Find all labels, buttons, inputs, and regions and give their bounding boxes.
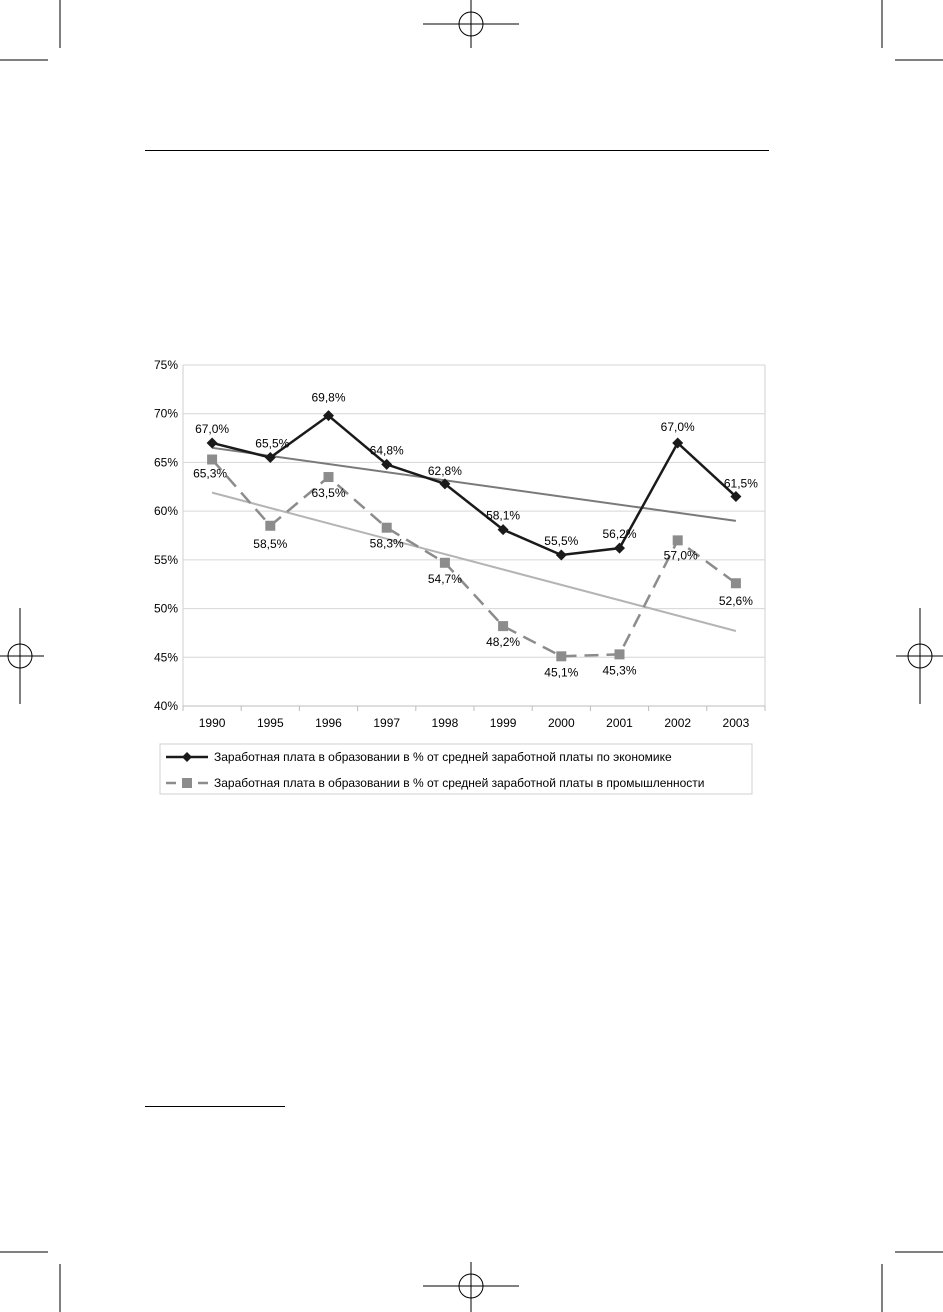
x-tick-label: 2001 [606, 716, 633, 730]
y-tick-label: 70% [153, 406, 178, 421]
trendlines [212, 448, 736, 631]
data-label: 48,2% [486, 635, 521, 650]
y-tick-label: 45% [153, 650, 178, 665]
data-label: 67,0% [195, 421, 230, 436]
x-tick-label: 1990 [198, 716, 226, 730]
x-tick-label: 1996 [315, 716, 342, 730]
x-tick-label: 2003 [722, 716, 750, 730]
x-tick-label: 1997 [373, 716, 401, 730]
data-label: 67,0% [660, 419, 695, 434]
data-label: 56,2% [602, 527, 637, 542]
y-tick-label: 40% [153, 699, 178, 713]
data-label: 58,3% [369, 536, 404, 551]
point-marker [207, 437, 218, 448]
point-marker [556, 549, 567, 560]
data-label: 69,8% [311, 390, 346, 405]
data-label: 61,5% [723, 476, 758, 491]
legend [160, 744, 752, 794]
point-marker [265, 521, 275, 531]
data-label: 62,8% [427, 463, 462, 478]
data-label: 52,6% [718, 594, 753, 609]
data-label: 65,5% [255, 436, 290, 451]
point-marker [614, 543, 625, 554]
point-marker [731, 578, 741, 588]
y-tick-label: 60% [153, 504, 178, 519]
data-label: 54,7% [427, 571, 462, 586]
data-label: 65,3% [193, 466, 228, 481]
data-label: 63,5% [311, 486, 346, 501]
point-marker [498, 621, 508, 631]
y-tick-label: 50% [153, 601, 178, 616]
point-marker [440, 558, 450, 568]
data-label: 55,5% [544, 533, 579, 548]
legend-marker [182, 778, 192, 788]
data-label: 57,0% [663, 548, 698, 563]
data-labels [193, 391, 758, 680]
y-tick-label: 55% [153, 552, 178, 567]
x-tick-label: 1995 [256, 716, 284, 730]
point-marker [207, 455, 217, 465]
data-label: 45,3% [602, 663, 637, 678]
data-label: 45,1% [544, 665, 579, 680]
data-label: 64,8% [369, 443, 404, 458]
trendline-2 [212, 493, 736, 631]
x-tick-label: 1998 [431, 716, 459, 730]
y-tick-label: 65% [153, 455, 178, 470]
x-tick-label: 2000 [547, 716, 575, 730]
legend-entry: Заработная плата в образовании в % от средней заработной платы в промышленности [214, 776, 705, 790]
point-marker [615, 649, 625, 659]
data-label: 58,1% [486, 508, 521, 523]
point-marker [382, 523, 392, 533]
x-tick-label: 1999 [489, 716, 517, 730]
point-marker [673, 535, 683, 545]
series-line-2 [212, 460, 736, 657]
y-tick-label: 75% [153, 358, 178, 372]
legend-entry: Заработная плата в образовании в % от средней заработной платы по экономике [214, 750, 672, 764]
point-marker [556, 651, 566, 661]
point-marker [324, 472, 334, 482]
x-tick-label: 2002 [664, 716, 692, 730]
data-label: 58,5% [253, 536, 288, 551]
